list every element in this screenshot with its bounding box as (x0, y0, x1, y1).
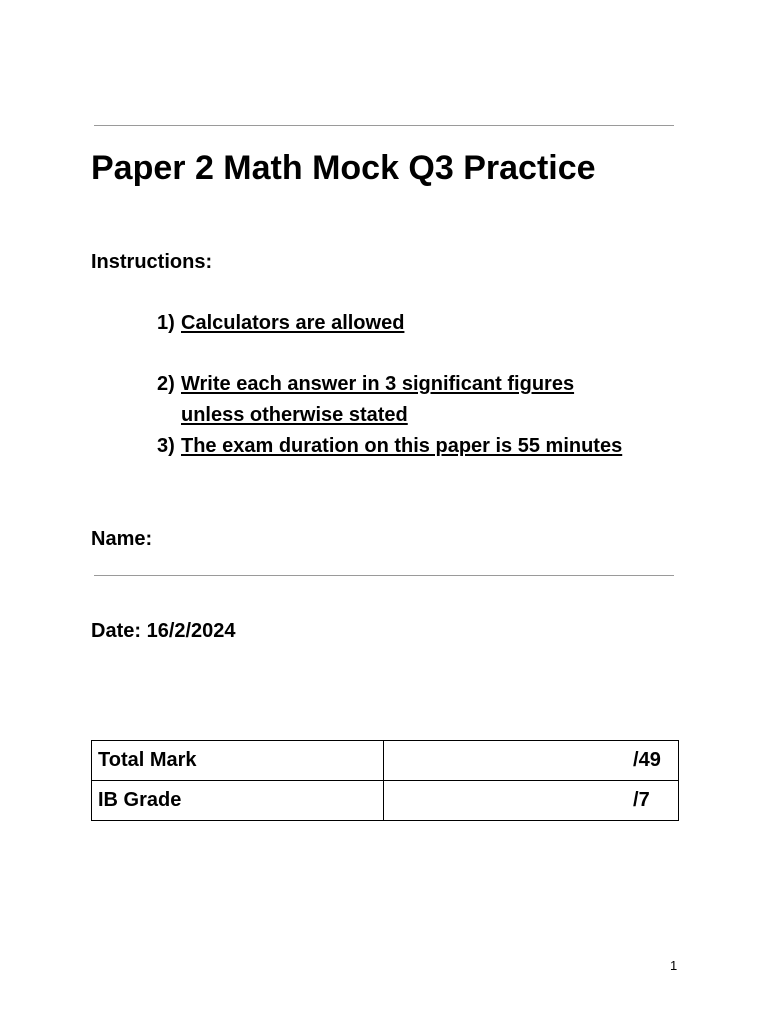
instruction-text: Calculators are allowed (181, 312, 405, 334)
ib-grade-value: /7 (633, 789, 650, 811)
table-cell-value (384, 781, 679, 821)
instruction-text: The exam duration on this paper is 55 minutes (181, 435, 623, 457)
total-mark-value: /49 (633, 749, 661, 771)
instruction-number: 1) (157, 312, 175, 334)
instruction-number: 2) (157, 373, 175, 395)
table-cell-value (384, 741, 679, 781)
page-title: Paper 2 Math Mock Q3 Practice (91, 149, 596, 187)
instructions-label: Instructions: (91, 251, 213, 273)
instruction-text: Write each answer in 3 significant figures unless otherwise stated (181, 373, 575, 426)
instruction-number: 3) (157, 435, 175, 457)
instruction-item (157, 369, 637, 431)
table-cell-label: Total Mark (92, 741, 384, 781)
date-label: Date: 16/2/2024 (91, 620, 236, 642)
table-row (92, 781, 679, 821)
table-cell-label: IB Grade (92, 781, 384, 821)
name-label: Name: (91, 528, 153, 550)
instruction-item (157, 431, 637, 462)
name-line (94, 575, 674, 576)
marks-table (91, 740, 679, 821)
page-number: 1 (670, 958, 678, 973)
top-divider (94, 125, 674, 126)
table-row (92, 741, 679, 781)
instruction-item (157, 308, 637, 339)
